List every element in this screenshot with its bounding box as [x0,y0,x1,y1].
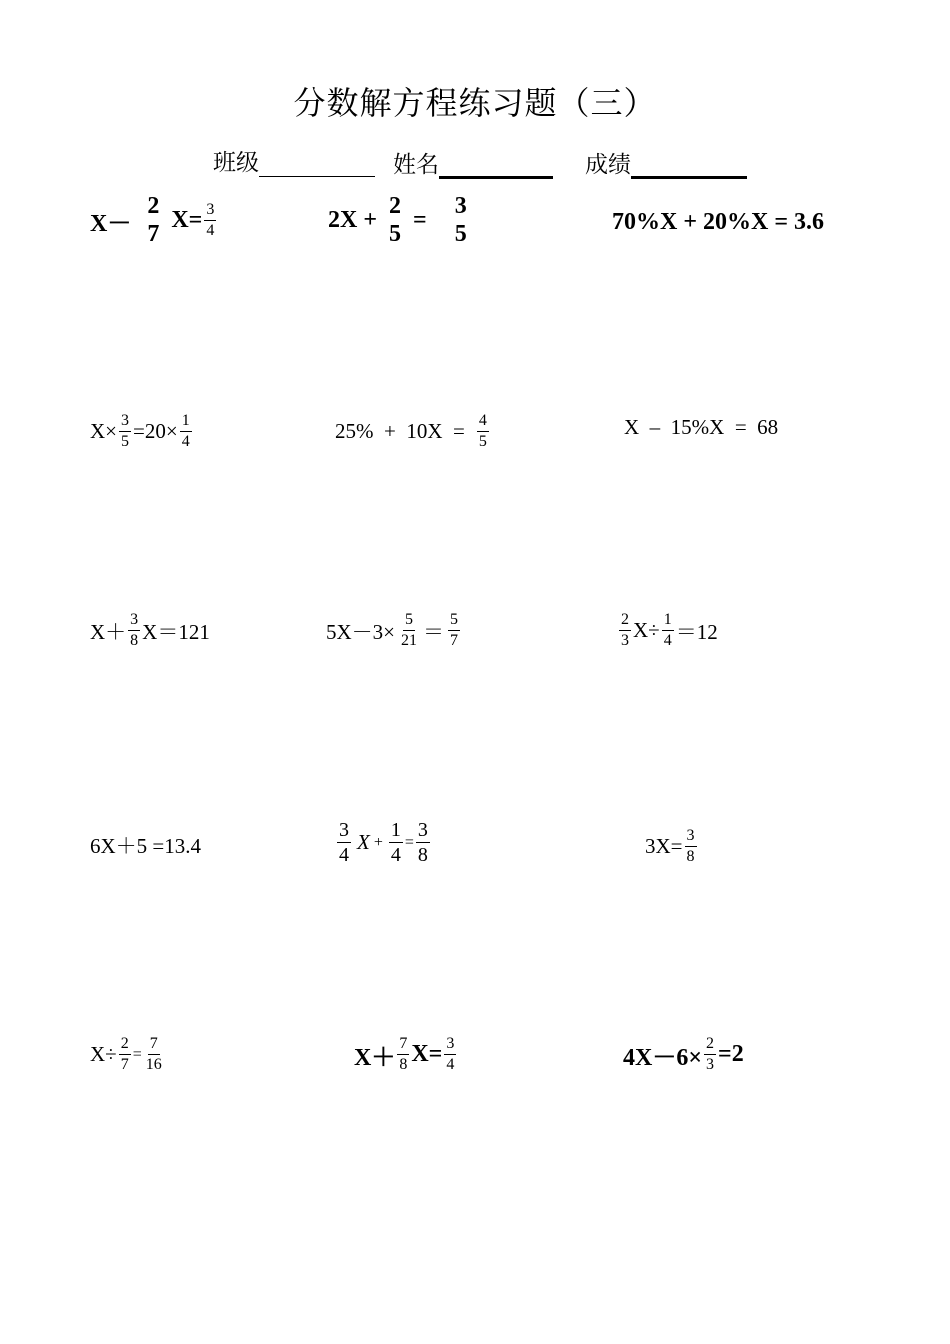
expr-text: = [404,833,414,851]
expr-text: =2 [718,1041,744,1067]
problem-7 [90,612,210,649]
expr-text: X＋ [90,619,127,644]
problem-3 [612,209,824,236]
problem-15 [623,1036,744,1073]
score-blank[interactable] [631,143,747,179]
name-blank[interactable] [439,143,553,179]
fraction: $\frac{4}{5}$ [478,412,487,450]
expr-text: ＝12 [675,619,718,644]
expr-text: 3X= [645,834,683,858]
fraction: $\frac{2}{3}$ [621,611,629,649]
problem-12 [645,828,699,865]
fraction: $\frac{7}{8}$ [399,1035,408,1073]
expr-text: 5X－3× [326,619,396,644]
name-label: 姓名 [393,152,439,178]
problem-4 [90,413,194,450]
problem-14 [354,1036,458,1073]
fraction: $\frac{5}{7}$ [450,611,459,649]
problem-5 [335,413,491,450]
problem-13 [90,1036,166,1073]
problem-6 [624,415,778,440]
expr-text: X＋ [354,1045,396,1071]
class-field [213,143,375,177]
fraction: $\frac{3}{4}$ [206,200,215,239]
fraction: 3 5 [454,193,467,247]
problem-1 [90,194,218,246]
expr-text: 2X + [328,206,378,233]
expr-text: X× [90,419,118,443]
fraction: 2 5 [389,193,402,247]
fraction: $\frac{7}{16}$ [145,1035,162,1073]
fraction: $\frac{3}{8}$ [130,611,139,649]
class-label: 班级 [213,150,259,176]
fraction: $\frac{3}{5}$ [121,412,130,450]
fraction: $\frac{2}{3}$ [706,1035,715,1073]
class-blank[interactable] [259,143,375,177]
score-field [585,143,747,179]
problem-11 [335,820,432,865]
expr-text: X – 15%X = 68 [624,415,779,439]
fraction: $\frac{1}{4}$ [181,412,190,450]
fraction: $\frac{1}{4}$ [390,819,401,866]
expr-text: X= [411,1041,443,1067]
expr-text: X＝121 [142,619,210,644]
fraction: 2 7 [147,193,160,247]
expr-text: X÷ [90,1042,117,1066]
fraction: $\frac{3}{4}$ [446,1035,455,1073]
problem-8 [326,612,464,649]
expr-text: X÷ [633,618,660,642]
score-label: 成绩 [585,152,631,178]
expr-text: X [357,830,370,854]
problem-10 [90,830,201,860]
expr-text: 25% + 10X = [335,419,465,443]
fraction: $\frac{3}{8}$ [686,827,695,865]
expr-text: 6X＋5 =13.4 [90,834,202,858]
page-title: 分数解方程练习题（三） [293,84,657,122]
fraction: $\frac{1}{4}$ [663,611,672,649]
fraction: $\frac{2}{7}$ [120,1035,129,1073]
fraction: $\frac{5}{21}$ [401,611,418,649]
expr-text: ＝ [423,619,445,644]
expr-text: X－ [90,210,132,237]
problem-2 [328,194,469,246]
problem-9 [617,612,718,649]
expr-text: = [413,206,427,233]
expr-text: = [132,1045,142,1063]
expr-text: + [373,833,383,851]
expr-text: 70%X + 20%X = 3.6 [612,209,825,235]
fraction: $\frac{3}{4}$ [339,819,349,866]
fraction: $\frac{3}{8}$ [417,819,428,866]
expr-text: 4X－6× [623,1045,703,1071]
expr-text: X= [171,206,203,233]
expr-text: =20× [133,419,178,443]
name-field [393,143,553,179]
